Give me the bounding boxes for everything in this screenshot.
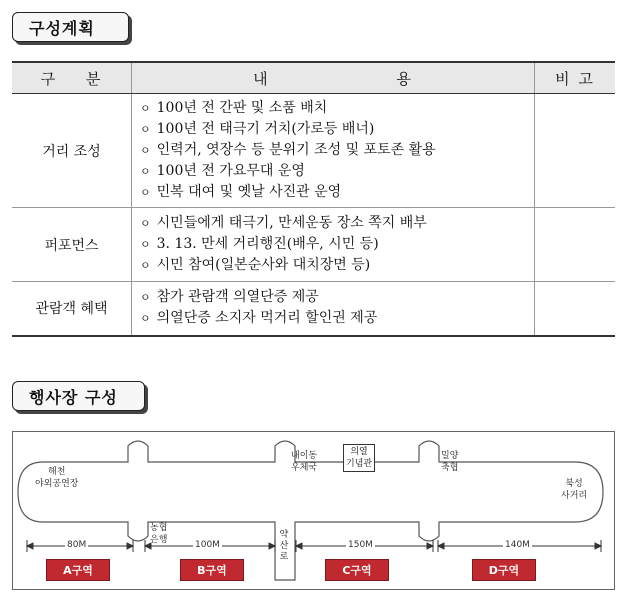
place-uiyeol-memorial: 의열 기념관 [343, 444, 375, 472]
table-row [12, 282, 615, 336]
list-item: ㅇ 100년 전 간판 및 소품 배치 [140, 100, 328, 116]
row-note [535, 94, 616, 208]
row-category: 관람객 혜택 [12, 282, 132, 336]
place-miryang-coop: 밀양 축협 [441, 451, 459, 473]
row-note [535, 282, 616, 336]
distance-label: 80M [67, 540, 87, 550]
zone-a: A구역 [46, 559, 110, 581]
zone-c: C구역 [325, 559, 389, 581]
header-content: 내 용 [132, 62, 535, 94]
header-category: 구 분 [12, 62, 132, 94]
plan-table [12, 61, 615, 337]
table-header-row [12, 62, 615, 94]
header-note: 비 고 [535, 62, 616, 94]
place-buksung-intersection: 북성 사거리 [561, 479, 588, 501]
list-item: ㅇ 민복 대여 및 옛날 사진관 운영 [140, 184, 342, 200]
row-note [535, 208, 616, 282]
place-haecheon-stage: 해천 야외공연장 [35, 467, 79, 489]
list-item: ㅇ 3. 13. 만세 거리행진(배우, 시민 등) [140, 236, 379, 252]
row-category: 퍼포먼스 [12, 208, 132, 282]
list-item: ㅇ 참가 관람객 의열단증 제공 [140, 289, 319, 306]
section-title-venue: 행사장 구성 [12, 381, 145, 411]
row-content [132, 282, 535, 336]
place-naeido-postoffice: 내이동 우체국 [291, 451, 318, 473]
venue-map [12, 431, 615, 590]
row-category: 거리 조성 [12, 94, 132, 208]
list-item: ㅇ 100년 전 태극기 거치(가로등 배너) [140, 121, 375, 137]
list-item: ㅇ 시민들에게 태극기, 만세운동 장소 쪽지 배부 [140, 215, 427, 231]
distance-label: 150M [348, 540, 373, 550]
distance-label: 100M [195, 540, 220, 550]
place-nonghyeop-bank: 농협 은행 [150, 523, 168, 545]
table-row [12, 208, 615, 282]
zone-d: D구역 [472, 559, 536, 581]
row-content [132, 208, 535, 282]
table-row [12, 94, 615, 208]
place-yaksanro: 약산로 [279, 530, 289, 562]
section-title-plan: 구성계획 [12, 12, 129, 42]
list-item: ㅇ 의열단증 소지자 먹거리 할인권 제공 [140, 310, 378, 327]
list-item: ㅇ 100년 전 가요무대 운영 [140, 163, 305, 179]
distance-label: 140M [505, 540, 530, 550]
zone-b: B구역 [180, 559, 244, 581]
list-item: ㅇ 인력거, 엿장수 등 분위기 조성 및 포토존 활용 [140, 142, 436, 158]
list-item: ㅇ 시민 참여(일본순사와 대치장면 등) [140, 257, 371, 273]
row-content [132, 94, 535, 208]
